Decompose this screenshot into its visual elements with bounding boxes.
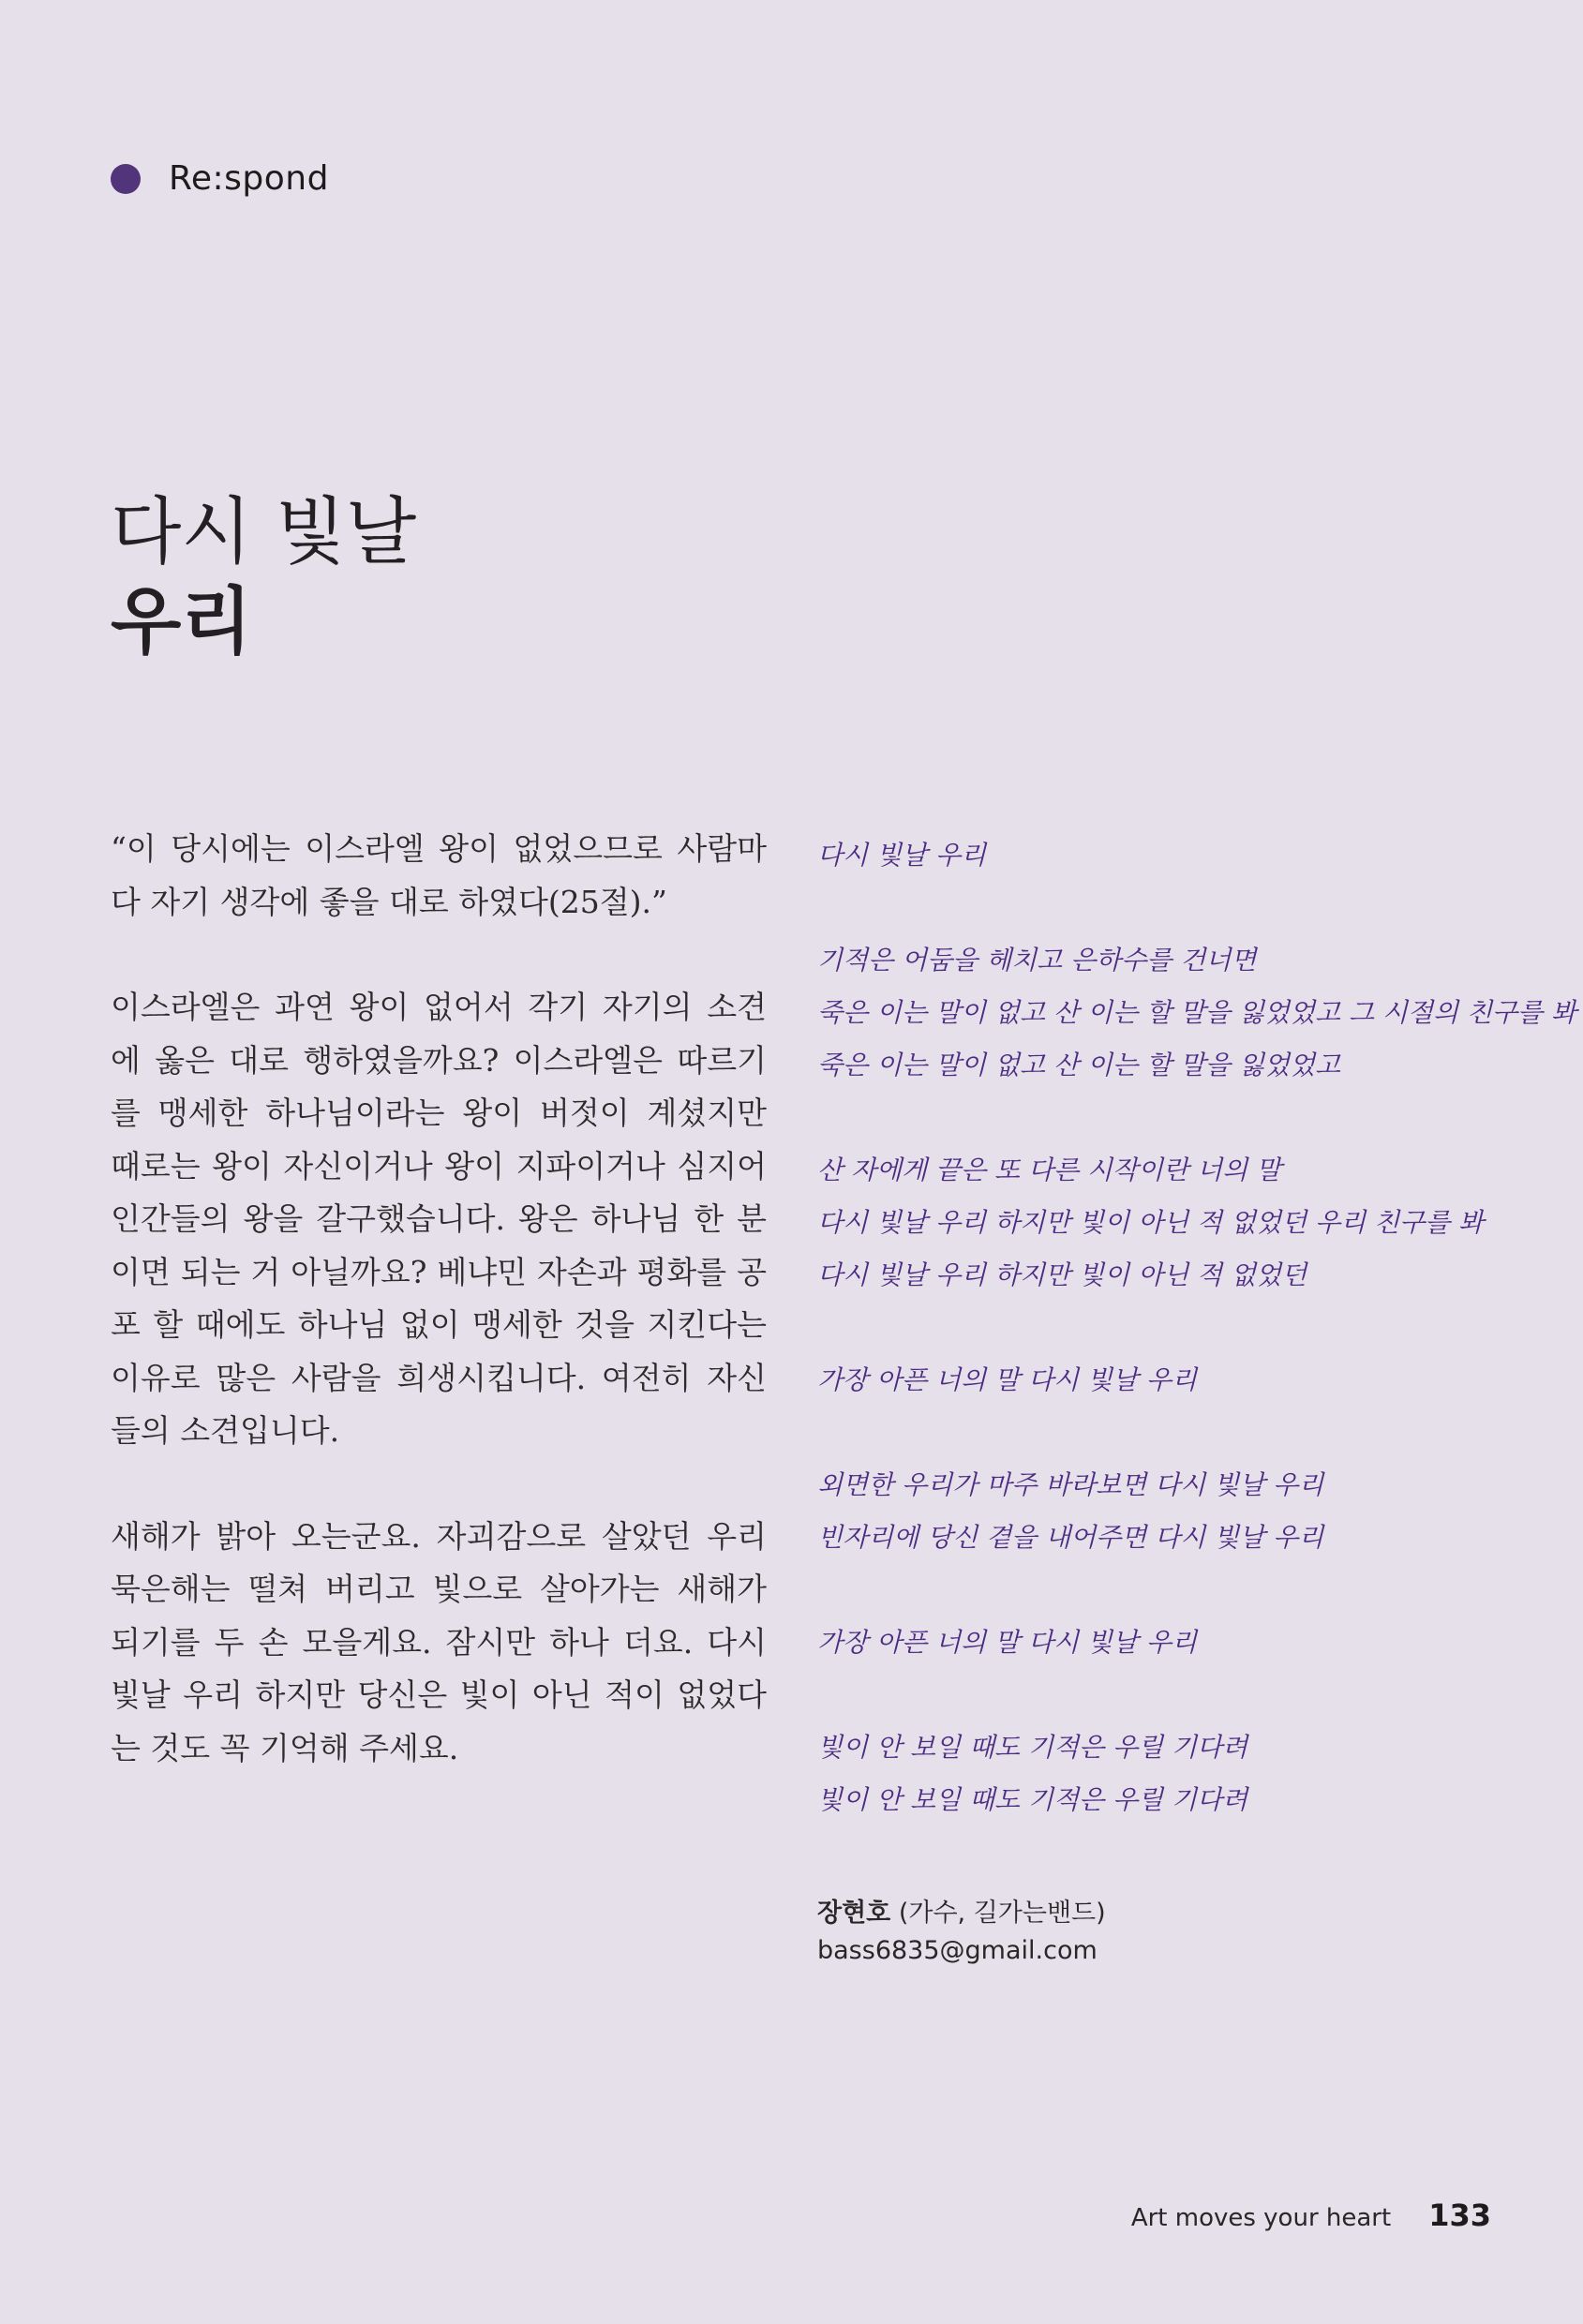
title-line-1: 다시 빛날 [111,490,417,574]
essay-body [111,823,767,1775]
footer-tagline: Art moves your heart [1130,2204,1392,2232]
lyrics-line: 가장 아픈 너의 말 다시 빛날 우리 [817,1364,1198,1395]
lyrics-line: 가장 아픈 너의 말 다시 빛날 우리 [817,1627,1198,1658]
section-header [111,159,329,198]
page-number: 133 [1428,2197,1491,2233]
lyrics-stanza [817,1721,1417,1826]
essay-paragraph: 새해가 밝아 오는군요. 자괴감으로 살았던 우리 묵은해는 떨쳐 버리고 빛으로 살아가는 새해가 되기를 두 손 모을게요. 잠시만 하나 더요. 다시 빛날 우리 하지만 당신은 빛이 아닌 적이 없었다는 것도 꼭 기억해 주세요. [111,1517,767,1766]
lyrics-line: 외면한 우리가 마주 바라보면 다시 빛날 우리 [817,1469,1324,1500]
lyrics-stanza [817,1144,1485,1302]
page-footer [1131,2197,1491,2233]
handwritten-lyrics [817,829,1577,1879]
lyrics-stanza [817,1459,1417,1564]
lyrics-line: 다시 빛날 우리 [817,840,987,871]
lyrics-line: 빛이 안 보일 때도 기적은 우릴 기다려 [817,1784,1248,1815]
essay-paragraph: “이 당시에는 이스라엘 왕이 없었으므로 사람마다 자기 생각에 좋을 대로 하였다(25절).” [111,830,767,920]
lyrics-stanza [817,1354,1417,1407]
page-title [111,487,416,667]
author-email: bass6835@gmail.com [817,1936,1098,1965]
lyrics-line: 빛이 안 보일 때도 기적은 우릴 기다려 [817,1732,1248,1763]
lyrics-stanza [817,1616,1417,1669]
lyrics-line: 다시 빛날 우리 하지만 빛이 아닌 적 없었던 [817,1259,1307,1290]
lyrics-line: 죽은 이는 말이 없고 산 이는 할 말을 잃었었고 [817,1050,1341,1080]
lyrics-line: 죽은 이는 말이 없고 산 이는 할 말을 잃었었고 그 시절의 친구를 봐 [817,997,1577,1028]
lyrics-line: 다시 빛날 우리 하지만 빛이 아닌 적 없었던 우리 친구를 봐 [817,1207,1485,1238]
title-line-2: 우리 [111,579,252,664]
author-name: 장현호 [817,1899,891,1928]
lyrics-stanza [817,829,1417,882]
section-label: Re:spond [169,159,329,198]
lyrics-line: 기적은 어둠을 헤치고 은하수를 건너면 [817,945,1257,976]
author-credit [817,1895,1106,1970]
lyrics-line: 산 자에게 끝은 또 다른 시작이란 너의 말 [817,1155,1282,1185]
essay-paragraph: 이스라엘은 과연 왕이 없어서 각기 자기의 소견에 옳은 대로 행하였을까요? 이스라엘은 따르기를 맹세한 하나님이라는 왕이 버젓이 계셨지만 때로는 왕이 자신이거나 왕이 지파이거나 심지어 인간들의 왕을 갈구했습니다. 왕은 하나님 한 분이면 되는 거 아닐까요? 베냐민 자손과 평화를 공포 할 때에도 하나님 없이 맹세한 것을 지킨다는 이유로 많은 사람을 희생시킵니다. 여전히 자신들의 소견입니다. [111,989,767,1449]
lyrics-stanza [817,934,1577,1092]
lyrics-line: 빈자리에 당신 곁을 내어주면 다시 빛날 우리 [817,1522,1324,1553]
section-dot-icon [111,164,141,194]
author-role: (가수, 길가는밴드) [898,1899,1106,1928]
